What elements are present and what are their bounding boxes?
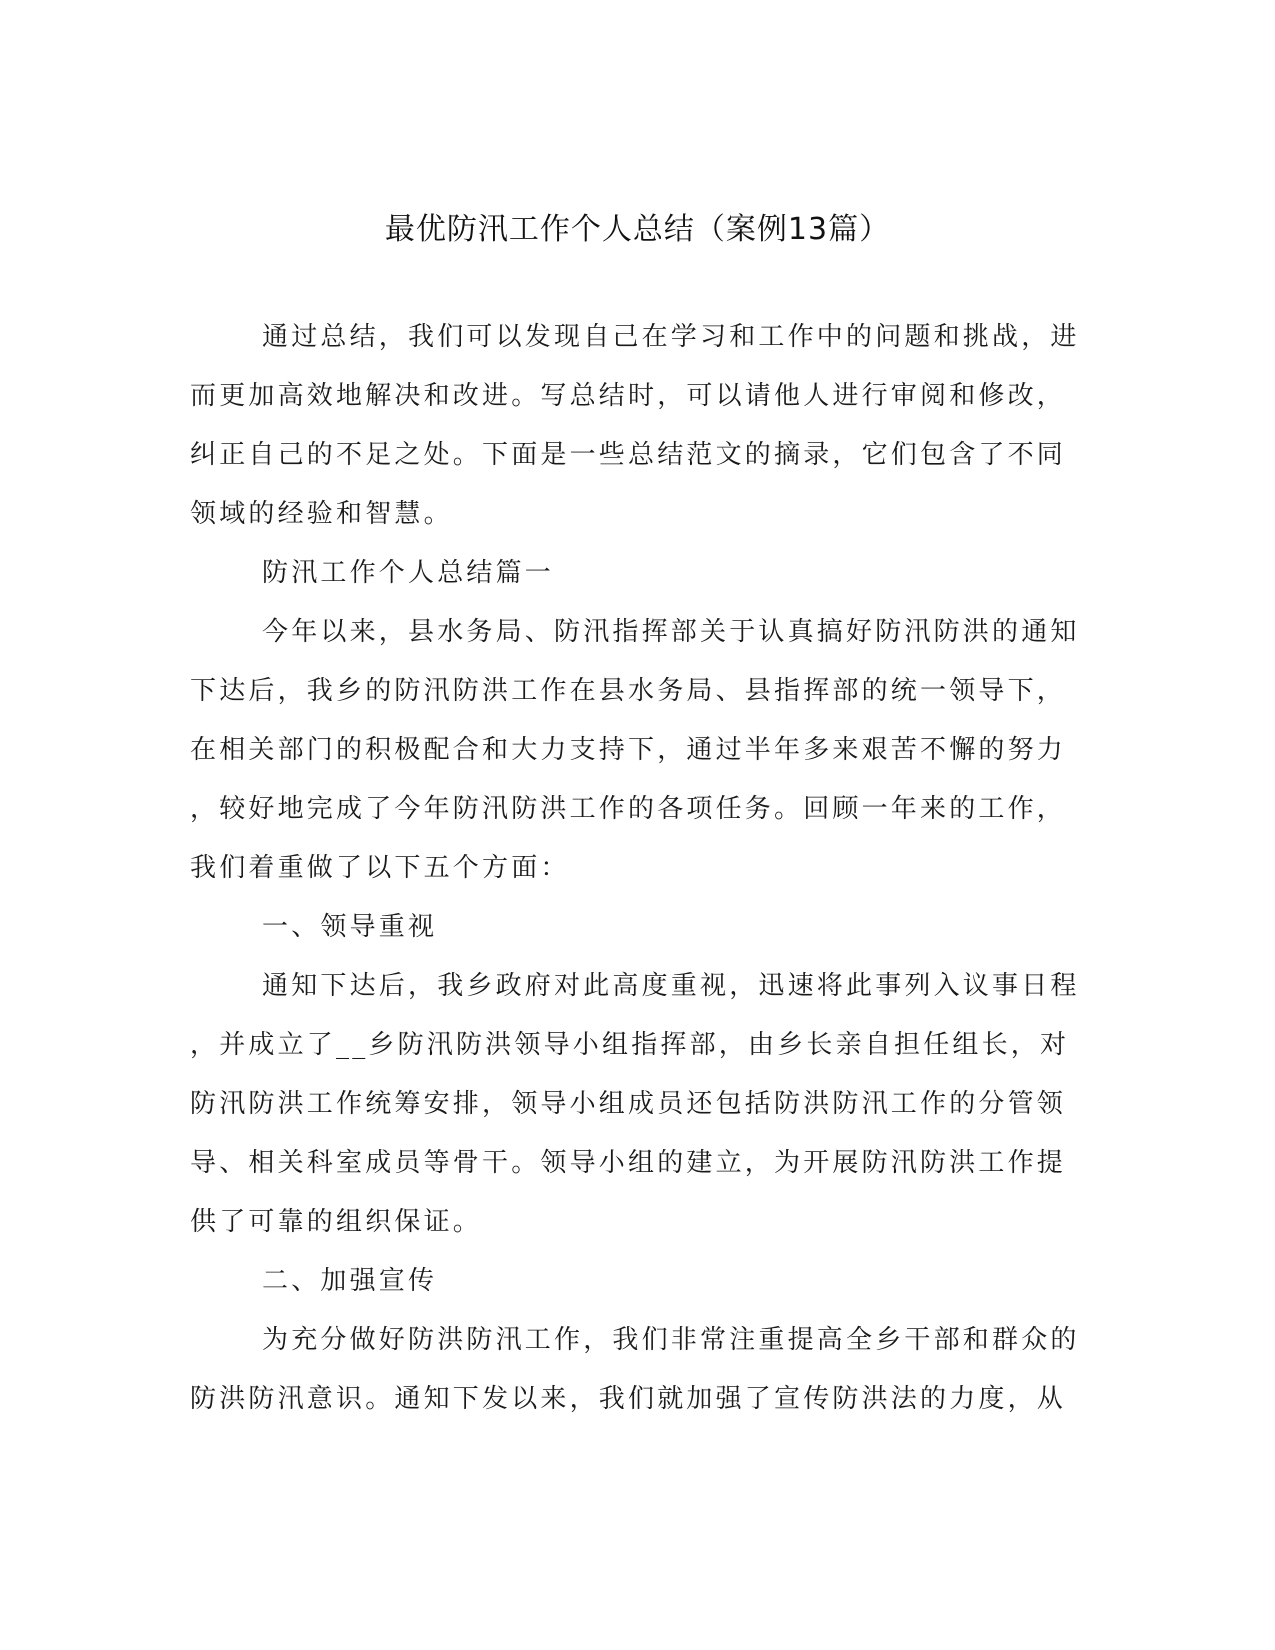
paragraph-line-10: 通知下达后，我乡政府对此高度重视，迅速将此事列入议事日程	[262, 971, 1080, 1001]
subheading-1: 一、领导重视	[262, 912, 438, 942]
paragraph-line-15: 为充分做好防洪防汛工作，我们非常注重提高全乡干部和群众的	[262, 1325, 1080, 1355]
paragraph-line-6: 下达后，我乡的防汛防洪工作在县水务局、县指挥部的统一领导下，	[190, 676, 1067, 706]
document-title: 最优防汛工作个人总结（案例13篇）	[384, 212, 891, 247]
paragraph-line-11: ，并成立了__乡防汛防洪领导小组指挥部，由乡长亲自担任组长，对	[190, 1030, 1070, 1060]
paragraph-line-16: 防洪防汛意识。通知下发以来，我们就加强了宣传防洪法的力度，从	[190, 1384, 1067, 1414]
paragraph-line-5: 今年以来，县水务局、防汛指挥部关于认真搞好防汛防洪的通知	[262, 617, 1080, 647]
paragraph-line-8: ，较好地完成了今年防汛防洪工作的各项任务。回顾一年来的工作，	[190, 794, 1067, 824]
paragraph-line-7: 在相关部门的积极配合和大力支持下，通过半年多来艰苦不懈的努力	[190, 735, 1067, 765]
subheading-2: 二、加强宣传	[262, 1266, 438, 1296]
paragraph-line-12: 防汛防洪工作统筹安排，领导小组成员还包括防洪防汛工作的分管领	[190, 1089, 1067, 1119]
paragraph-line-9: 我们着重做了以下五个方面：	[190, 853, 570, 883]
paragraph-line-1: 通过总结，我们可以发现自己在学习和工作中的问题和挑战，进	[262, 322, 1080, 352]
paragraph-line-13: 导、相关科室成员等骨干。领导小组的建立，为开展防汛防洪工作提	[190, 1148, 1067, 1178]
section-heading-1: 防汛工作个人总结篇一	[262, 558, 555, 588]
paragraph-line-2: 而更加高效地解决和改进。写总结时，可以请他人进行审阅和修改，	[190, 381, 1067, 411]
paragraph-line-3: 纠正自己的不足之处。下面是一些总结范文的摘录，它们包含了不同	[190, 440, 1067, 470]
paragraph-line-14: 供了可靠的组织保证。	[190, 1207, 483, 1237]
paragraph-line-4: 领域的经验和智慧。	[190, 499, 453, 529]
